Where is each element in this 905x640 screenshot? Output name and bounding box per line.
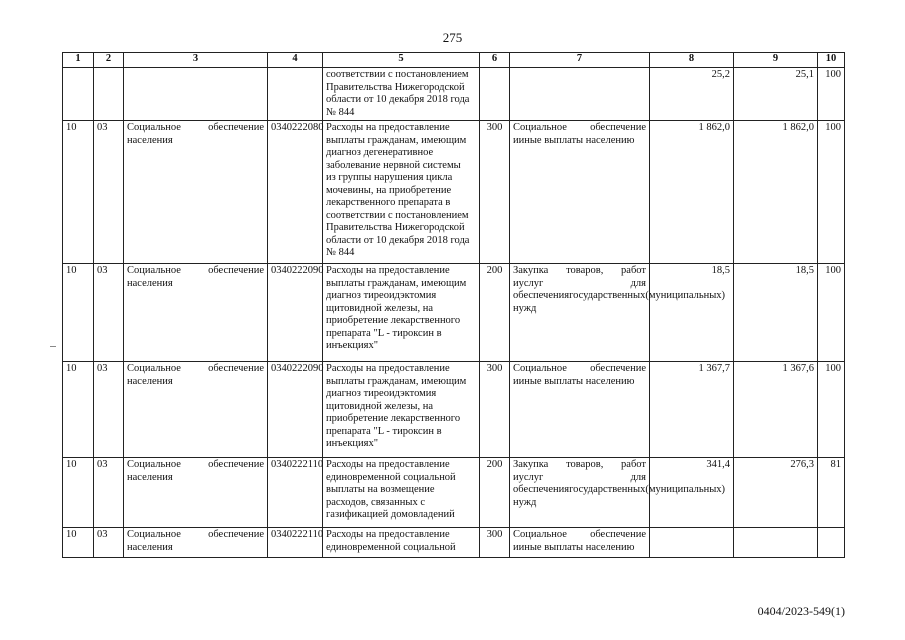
cell-actual-amount: 1 367,6 (734, 362, 818, 458)
cell-target-code (268, 264, 323, 362)
cell-section: 10 (63, 458, 94, 528)
cell-expense-type-name-line: услуг для обеспечения (513, 277, 646, 301)
cell-expense-description-line: выплаты гражданам, имеющим (326, 375, 467, 387)
cell-target-code-line: 080 (307, 122, 324, 133)
cell-expense-description (323, 264, 480, 362)
cell-subsection-name (124, 528, 268, 558)
cell-actual-amount: 18,5 (734, 264, 818, 362)
cell-subsection: 03 (94, 362, 124, 458)
cell-percent: 100 (818, 121, 845, 264)
cell-target-code-line: 0340222 (271, 122, 308, 133)
cell-expense-description-line: выплаты на возмещение (326, 484, 435, 495)
table-body (63, 68, 845, 558)
table-row (63, 528, 845, 558)
cell-subsection: 03 (94, 458, 124, 528)
cell-expense-description-line: выплаты гражданам, имеющим (326, 134, 467, 146)
cell-subsection-name (124, 121, 268, 264)
cell-expense-type-name-line: (муниципальных) нужд (513, 290, 726, 314)
cell-expense-description-line: щитовидной железы, на (326, 400, 433, 412)
cell-section: 10 (63, 528, 94, 558)
cell-target-code-line: 0340222 (271, 529, 308, 540)
cell-expense-description-line: № 844 (326, 106, 355, 118)
cell-actual-amount (734, 528, 818, 558)
cell-expense-type-name-line: услуг для обеспечения (513, 471, 646, 495)
cell-target-code-line: 110 (307, 459, 324, 470)
cell-target-code-line: 0340222 (271, 459, 308, 470)
cell-expense-description-line: № 844 (326, 247, 355, 258)
cell-expense-description (323, 68, 480, 121)
cell-expense-description-line: лекарственного препарата в (326, 197, 451, 208)
cell-expense-description-line: единовременной социальной (326, 471, 456, 483)
cell-expense-type-name-line: Закупка товаров, работ и (513, 459, 646, 483)
cell-planned-amount: 1 367,7 (650, 362, 734, 458)
cell-expense-description-line: диагноз тиреоидэктомия (326, 290, 437, 301)
cell-expense-type-name (510, 121, 650, 264)
cell-planned-amount: 18,5 (650, 264, 734, 362)
column-header-8: 8 (650, 53, 734, 68)
cell-expense-description-line: щитовидной железы, на (326, 302, 433, 314)
cell-expense-description (323, 458, 480, 528)
cell-expense-type-name-line: Социальное обеспечение и (513, 122, 646, 146)
cell-expense-description-line: области от 10 декабря 2018 года (326, 234, 470, 246)
cell-percent: 81 (818, 458, 845, 528)
cell-section (63, 68, 94, 121)
cell-section: 10 (63, 121, 94, 264)
cell-subsection-name-line: Социальное обеспечение (127, 122, 264, 133)
cell-expense-type-name-line: Закупка товаров, работ и (513, 265, 646, 289)
cell-expense-type-name-line: иные выплаты населению (518, 541, 635, 553)
cell-planned-amount (650, 528, 734, 558)
cell-expense-description-line: заболевание нервной системы (326, 159, 461, 171)
cell-subsection-name-line: населения (127, 134, 173, 146)
cell-subsection-name-line: Социальное обеспечение (127, 363, 264, 374)
cell-target-code-line: 0340222 (271, 265, 308, 276)
cell-expense-type-code: 200 (480, 458, 510, 528)
column-header-1: 1 (63, 53, 94, 68)
cell-expense-description-line: инъекциях" (326, 340, 379, 351)
cell-expense-description-line: соответствии с постановлением (326, 69, 469, 80)
cell-subsection-name (124, 458, 268, 528)
cell-subsection-name-line: населения (127, 277, 173, 289)
cell-actual-amount: 1 862,0 (734, 121, 818, 264)
cell-expense-type-code: 300 (480, 528, 510, 558)
document-code: 0404/2023-549(1) (757, 604, 845, 618)
cell-actual-amount: 25,1 (734, 68, 818, 121)
table-row (63, 458, 845, 528)
page-number: 275 (442, 30, 463, 45)
header-row (63, 53, 845, 68)
cell-expense-description-line: препарата "L - тироксин в (326, 425, 442, 437)
cell-subsection: 03 (94, 528, 124, 558)
cell-expense-description-line: Расходы на предоставление (326, 363, 450, 374)
cell-expense-description-line: диагноз дегенеративное (326, 147, 434, 158)
cell-expense-description-line: Правительства Нижегородской (326, 222, 465, 233)
cell-subsection-name-line: населения (127, 541, 173, 553)
cell-expense-description-line: расходов, связанных с (326, 496, 425, 508)
column-header-9: 9 (734, 53, 818, 68)
cell-expense-type-name (510, 362, 650, 458)
cell-target-code (268, 68, 323, 121)
cell-expense-description-line: Расходы на предоставление (326, 265, 450, 276)
cell-subsection-name-line: Социальное обеспечение (127, 529, 264, 540)
cell-expense-type-name (510, 68, 650, 121)
table-row (63, 121, 845, 264)
cell-expense-type-name-line: иные выплаты населению (518, 375, 635, 387)
cell-expense-description (323, 362, 480, 458)
cell-percent: 100 (818, 362, 845, 458)
table-row (63, 68, 845, 121)
cell-expense-type-name-line: (муниципальных) нужд (513, 484, 726, 508)
cell-expense-type-name-line: государственных (569, 290, 646, 301)
cell-expense-type-name-line: государственных (569, 484, 646, 495)
cell-target-code-line: 090 (307, 363, 324, 374)
cell-expense-type-code (480, 68, 510, 121)
cell-planned-amount: 1 862,0 (650, 121, 734, 264)
cell-expense-type-name-line: Социальное обеспечение и (513, 363, 646, 387)
cell-expense-description-line: Правительства Нижегородской (326, 81, 465, 93)
cell-percent (818, 528, 845, 558)
cell-expense-description-line: Расходы на предоставление (326, 122, 450, 133)
table-row (63, 362, 845, 458)
column-header-5: 5 (323, 53, 480, 68)
cell-expense-description-line: соответствии с постановлением (326, 209, 469, 221)
cell-subsection-name-line: населения (127, 375, 173, 387)
budget-table (62, 52, 845, 558)
cell-subsection-name-line: Социальное обеспечение (127, 459, 264, 470)
cell-subsection: 03 (94, 264, 124, 362)
cell-expense-description-line: газификацией домовладений (326, 509, 455, 520)
cell-percent: 100 (818, 68, 845, 121)
scan-mark (50, 346, 56, 347)
cell-expense-type-name (510, 528, 650, 558)
cell-planned-amount: 25,2 (650, 68, 734, 121)
column-header-6: 6 (480, 53, 510, 68)
cell-actual-amount: 276,3 (734, 458, 818, 528)
cell-percent: 100 (818, 264, 845, 362)
column-header-2: 2 (94, 53, 124, 68)
column-header-7: 7 (510, 53, 650, 68)
cell-expense-description (323, 528, 480, 558)
cell-target-code-line: 090 (307, 265, 324, 276)
cell-expense-description-line: приобретение лекарственного (326, 413, 461, 424)
cell-subsection-name-line: населения (127, 471, 173, 483)
cell-expense-type-code: 300 (480, 362, 510, 458)
column-header-3: 3 (124, 53, 268, 68)
cell-expense-description-line: Расходы на предоставление (326, 459, 450, 470)
cell-subsection (94, 68, 124, 121)
cell-target-code-line: 110 (307, 529, 324, 540)
cell-planned-amount: 341,4 (650, 458, 734, 528)
cell-expense-description-line: диагноз тиреоидэктомия (326, 388, 437, 399)
cell-subsection-name (124, 68, 268, 121)
cell-expense-type-name-line: Социальное обеспечение и (513, 529, 646, 553)
cell-expense-description-line: препарата "L - тироксин в (326, 327, 442, 339)
cell-expense-description-line: единовременной социальной (326, 541, 456, 553)
cell-expense-description-line: области от 10 декабря 2018 года (326, 94, 470, 105)
cell-expense-description-line: мочевины, на приобретение (326, 184, 452, 196)
cell-section: 10 (63, 362, 94, 458)
cell-target-code (268, 458, 323, 528)
cell-expense-description (323, 121, 480, 264)
cell-subsection: 03 (94, 121, 124, 264)
cell-expense-description-line: приобретение лекарственного (326, 315, 461, 326)
cell-subsection-name-line: Социальное обеспечение (127, 265, 264, 276)
cell-expense-description-line: инъекциях" (326, 438, 379, 449)
cell-target-code (268, 121, 323, 264)
column-header-10: 10 (818, 53, 845, 68)
cell-target-code (268, 362, 323, 458)
column-header-4: 4 (268, 53, 323, 68)
cell-expense-description-line: выплаты гражданам, имеющим (326, 277, 467, 289)
cell-expense-description-line: Расходы на предоставление (326, 529, 450, 540)
cell-expense-type-code: 300 (480, 121, 510, 264)
cell-subsection-name (124, 264, 268, 362)
table-row (63, 264, 845, 362)
cell-target-code-line: 0340222 (271, 363, 308, 374)
cell-expense-description-line: из группы нарушения цикла (326, 172, 453, 183)
cell-section: 10 (63, 264, 94, 362)
cell-subsection-name (124, 362, 268, 458)
cell-target-code (268, 528, 323, 558)
cell-expense-type-name-line: иные выплаты населению (518, 134, 635, 146)
cell-expense-type-code: 200 (480, 264, 510, 362)
